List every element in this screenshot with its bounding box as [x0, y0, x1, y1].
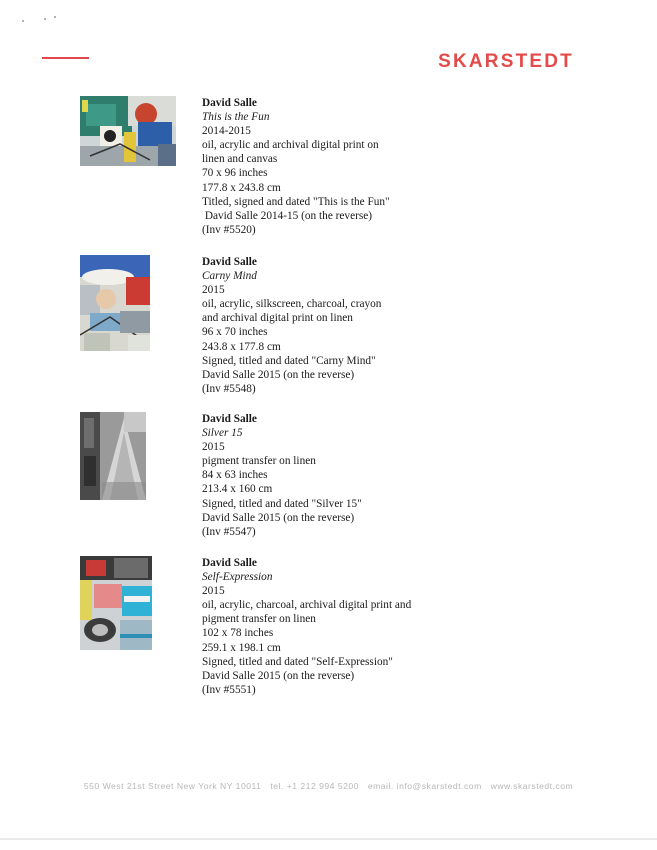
artwork-info — [202, 412, 532, 539]
inscription: Signed, titled and dated "Silver 15" — [202, 497, 362, 510]
dimensions-cm: 243.8 x 177.8 cm — [202, 340, 281, 353]
inventory-number: (Inv #5548) — [202, 382, 256, 395]
inscription: David Salle 2014-15 (on the reverse) — [202, 209, 373, 222]
artwork-title: Carny Mind — [202, 270, 257, 283]
artwork-title: Silver 15 — [202, 427, 243, 440]
artwork-year: 2015 — [202, 585, 225, 598]
artwork-medium: and archival digital print on linen — [202, 312, 353, 325]
artwork-thumbnail[interactable] — [80, 96, 176, 166]
artwork-title: Self-Expression — [202, 571, 273, 584]
inscription: David Salle 2015 (on the reverse) — [202, 669, 355, 682]
footer-contact — [0, 781, 657, 791]
footer-phone: tel. +1 212 994 5200 — [270, 781, 359, 791]
inscription: David Salle 2015 (on the reverse) — [202, 368, 355, 381]
artist-name: David Salle — [202, 97, 257, 109]
artwork-entry — [80, 556, 540, 706]
dimensions-cm: 177.8 x 243.8 cm — [202, 181, 281, 194]
inscription: Signed, titled and dated "Self-Expression" — [202, 655, 393, 668]
inventory-number: (Inv #5551) — [202, 683, 256, 696]
dimensions-cm: 213.4 x 160 cm — [202, 483, 273, 496]
artwork-medium: linen and canvas — [202, 153, 278, 166]
artist-name: David Salle — [202, 413, 257, 425]
artwork-info — [202, 96, 532, 237]
artwork-thumbnail[interactable] — [80, 412, 146, 500]
artwork-medium: oil, acrylic, charcoal, archival digital print and — [202, 599, 412, 612]
artist-name: David Salle — [202, 256, 257, 268]
inventory-number: (Inv #5547) — [202, 525, 256, 538]
dimensions-inches: 84 x 63 inches — [202, 469, 268, 482]
dimensions-inches: 70 x 96 inches — [202, 167, 268, 180]
footer-email[interactable]: email. info@skarstedt.com — [367, 781, 482, 791]
artwork-info — [202, 556, 532, 697]
scan-marks — [22, 16, 62, 24]
footer-website[interactable]: www.skarstedt.com — [490, 781, 574, 791]
inscription: Signed, titled and dated "Carny Mind" — [202, 354, 376, 367]
artwork-medium: oil, acrylic, silkscreen, charcoal, crayon — [202, 298, 382, 311]
artwork-medium: pigment transfer on linen — [202, 613, 316, 626]
artwork-info — [202, 255, 532, 396]
inventory-number: (Inv #5520) — [202, 223, 256, 236]
artwork-medium: pigment transfer on linen — [202, 455, 316, 468]
gallery-logo: SKARSTEDT — [438, 51, 574, 72]
scan-edge-line — [0, 838, 657, 840]
dimensions-inches: 96 x 70 inches — [202, 326, 268, 339]
artwork-entry — [80, 96, 540, 246]
artist-name: David Salle — [202, 557, 257, 569]
inscription: David Salle 2015 (on the reverse) — [202, 511, 355, 524]
dimensions-cm: 259.1 x 198.1 cm — [202, 641, 281, 654]
artwork-medium: oil, acrylic and archival digital print on — [202, 139, 379, 152]
red-accent-rule — [42, 57, 89, 59]
artwork-year: 2014-2015 — [202, 125, 251, 138]
footer-address: 550 West 21st Street New York NY 10011 — [83, 781, 262, 791]
artwork-title: This is the Fun — [202, 111, 270, 124]
dimensions-inches: 102 x 78 inches — [202, 627, 274, 640]
artwork-entry — [80, 255, 540, 405]
artwork-year: 2015 — [202, 441, 225, 454]
inscription: Titled, signed and dated "This is the Fun" — [202, 195, 390, 208]
artwork-year: 2015 — [202, 284, 225, 297]
artwork-entry — [80, 412, 540, 562]
artwork-thumbnail[interactable] — [80, 255, 150, 351]
artwork-thumbnail[interactable] — [80, 556, 152, 650]
